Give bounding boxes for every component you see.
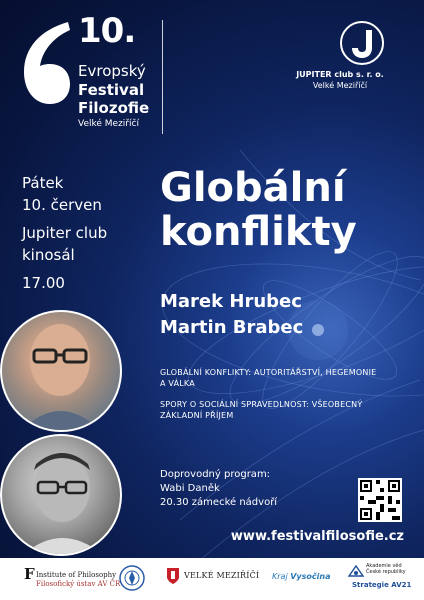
academy-strategy: Strategie AV21 <box>352 581 412 589</box>
speaker-1-photo <box>0 310 122 432</box>
philosophy-line-2: Filosofický ústav AV ČR <box>36 580 121 588</box>
speaker-2-face-icon <box>2 436 120 554</box>
festival-line-festival: Festival <box>78 81 145 99</box>
region-logo <box>272 573 330 581</box>
speaker-1: Marek Hrubec <box>160 291 302 312</box>
program-line-3: 20.30 zámecké nádvoří <box>160 497 278 508</box>
academy-logo-icon <box>347 564 365 580</box>
academy-line-1: Akademie věd <box>366 563 402 569</box>
website-link[interactable]: www.festivalfilosofie.cz <box>230 529 404 544</box>
town-name: VELKÉ MEZIŘÍČÍ <box>184 571 260 580</box>
festival-number: 10. <box>78 11 136 51</box>
speaker-1-face-icon <box>2 312 120 430</box>
festival-seal-icon <box>118 564 146 592</box>
speaker-2-photo <box>0 434 122 556</box>
program-line-2: Wabi Daněk <box>160 483 220 494</box>
organizer-place: Velké Meziříčí <box>312 81 368 90</box>
topic-2-line-1: SPORY O SOCIÁLNÍ SPRAVEDLNOST: VŠEOBECNÝ <box>160 400 363 409</box>
festival-line-evropsky: Evropský <box>78 62 146 80</box>
event-title <box>160 166 357 254</box>
region-kraj: Kraj <box>272 572 288 581</box>
topic-2-line-2: ZÁKLADNÍ PŘÍJEM <box>160 411 234 420</box>
event-venue-1: Jupiter club <box>22 224 108 242</box>
event-day: Pátek <box>22 174 64 192</box>
qr-code[interactable] <box>358 478 402 522</box>
topic-1-line-1: GLOBÁLNÍ KONFLIKTY: AUTORITÁŘSTVÍ, HEGEMONIE <box>160 368 377 377</box>
event-date: 10. červen <box>22 196 102 214</box>
event-venue-2: kinosál <box>22 246 75 264</box>
festival-place: Velké Meziříčí <box>78 119 139 129</box>
quote-mark-icon <box>20 22 72 106</box>
logo-divider <box>162 20 163 134</box>
philosophy-f-icon: F <box>24 565 35 583</box>
topic-1 <box>160 367 405 389</box>
event-time: 17.00 <box>22 274 65 292</box>
topic-1-line-2: A VÁLKA <box>160 379 195 388</box>
festival-line-filozofie: Filozofie <box>78 99 150 117</box>
program-line-1: Doprovodný program: <box>160 469 271 480</box>
speaker-2: Martin Brabec <box>160 317 304 338</box>
philosophy-line-1: Institute of Philosophy <box>36 571 117 579</box>
topic-2 <box>160 399 405 421</box>
organizer-name: JUPITER club s. r. o. <box>296 70 384 79</box>
academy-line-2: České republiky <box>366 569 406 575</box>
partners-footer <box>0 558 424 600</box>
qr-code-icon <box>360 480 400 520</box>
event-title-line-1: Globální <box>160 165 346 211</box>
event-title-line-2: konflikty <box>160 209 357 255</box>
jupiter-club-logo-icon <box>338 20 386 66</box>
town-coat-of-arms-icon <box>166 567 180 585</box>
region-name: Vysočina <box>290 572 331 581</box>
